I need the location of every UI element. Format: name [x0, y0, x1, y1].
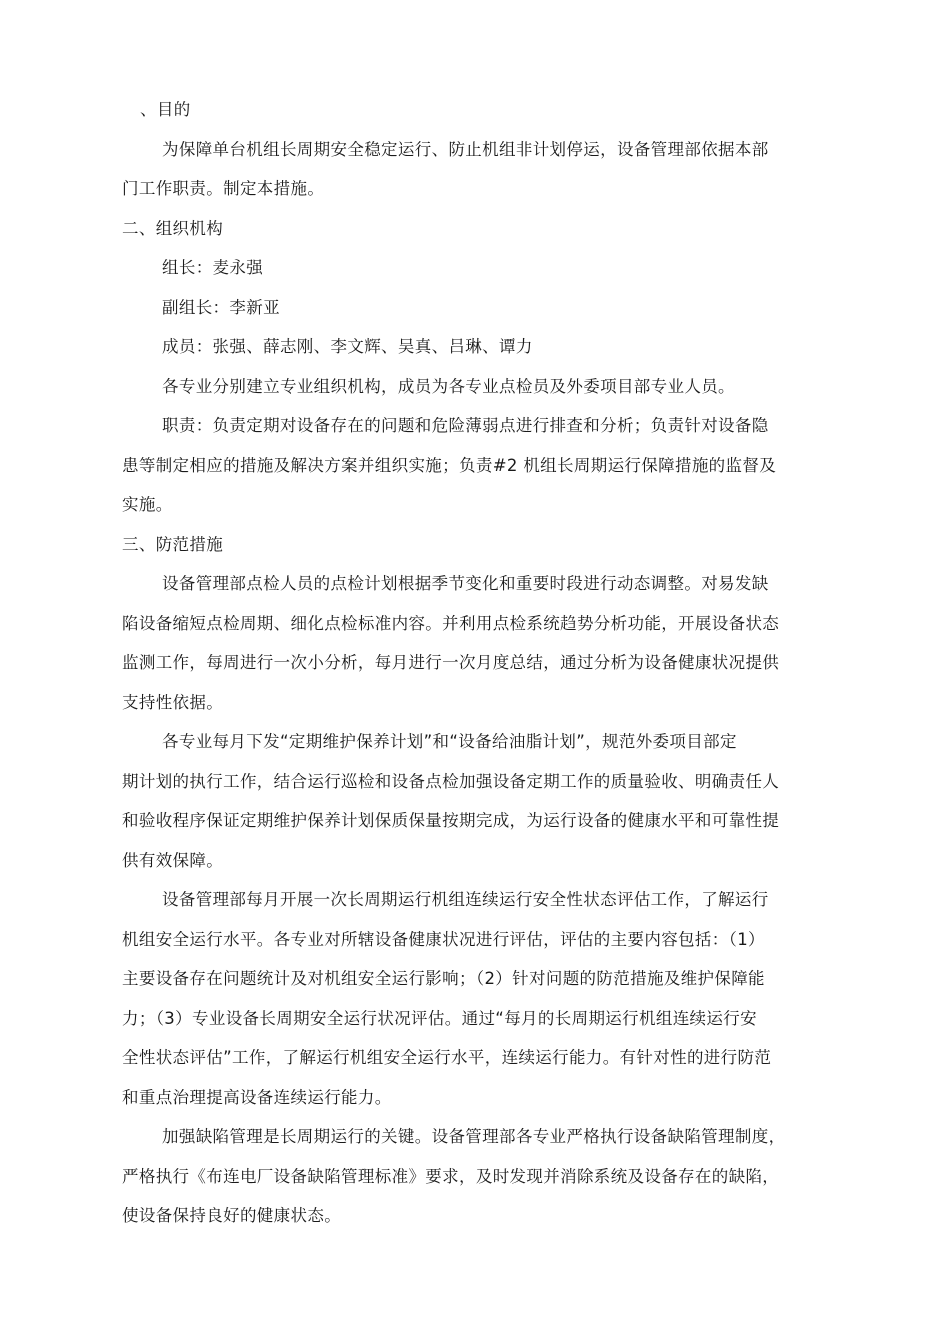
text-line: 各专业分别建立专业组织机构，成员为各专业点检员及外委项目部专业人员。 [162, 376, 735, 396]
text-line: 全性状态评估”工作，了解运行机组安全运行水平，连续运行能力。有针对性的进行防范 [122, 1048, 772, 1067]
text-line: 供有效保障。 [122, 850, 224, 870]
text-line: 为保障单台机组长周期安全稳定运行、防止机组非计划停运，设备管理部依据本部 [162, 139, 769, 159]
text-line: 主要设备存在问题统计及对机组安全运行影响；（2）针对问题的防范措施及维护保障能 [122, 969, 765, 988]
text-line: 组长：麦永强 [162, 258, 264, 277]
text-line: 二、组织机构 [122, 218, 224, 238]
text-line: 力；（3）专业设备长周期安全运行状况评估。通过“每月的长周期运行机组连续运行安 [122, 1008, 757, 1028]
text-line: 和验收程序保证定期维护保养计划保质保量按期完成，为运行设备的健康水平和可靠性提 [122, 811, 780, 830]
text-line: 职责：负责定期对设备存在的问题和危险薄弱点进行排查和分析；负责针对设备隐 [162, 416, 769, 435]
text-line: 三、防范措施 [122, 534, 224, 554]
text-line: 设备管理部点检人员的点检计划根据季节变化和重要时段进行动态调整。对易发缺 [162, 574, 769, 593]
text-line: 机组安全运行水平。各专业对所辖设备健康状况进行评估，评估的主要内容包括：（1） [122, 929, 765, 949]
document-body [122, 90, 828, 1236]
text-line: 和重点治理提高设备连续运行能力。 [122, 1087, 392, 1107]
text-line: 各专业每月下发“定期维护保养计划”和“设备给油脂计划”，规范外委项目部定 [162, 732, 737, 751]
text-line: 严格执行《布连电厂设备缺陷管理标准》要求，及时发现并消除系统及设备存在的缺陷， [122, 1166, 780, 1186]
text-line: 支持性依据。 [122, 692, 224, 712]
text-line: 设备管理部每月开展一次长周期运行机组连续运行安全性状态评估工作，了解运行 [162, 890, 769, 909]
text-line: 、目的 [140, 100, 191, 119]
text-line: 实施。 [122, 495, 173, 514]
text-line: 期计划的执行工作，结合运行巡检和设备点检加强设备定期工作的质量验收、明确责任人 [122, 771, 780, 791]
text-line: 使设备保持良好的健康状态。 [122, 1206, 342, 1225]
text-line: 成员：张强、薛志刚、李文辉、吴真、吕琳、谭力 [162, 337, 533, 356]
text-line: 监测工作，每周进行一次小分析，每月进行一次月度总结，通过分析为设备健康状况提供 [122, 653, 780, 672]
text-line: 陷设备缩短点检周期、细化点检标准内容。并利用点检系统趋势分析功能，开展设备状态 [122, 613, 780, 633]
text-line: 患等制定相应的措施及解决方案并组织实施；负责#2 机组长周期运行保障措施的监督及 [122, 455, 777, 475]
text-line: 门工作职责。制定本措施。 [122, 179, 325, 198]
text-line: 加强缺陷管理是长周期运行的关键。设备管理部各专业严格执行设备缺陷管理制度， [162, 1127, 786, 1146]
text-line: 副组长：李新亚 [162, 297, 280, 317]
